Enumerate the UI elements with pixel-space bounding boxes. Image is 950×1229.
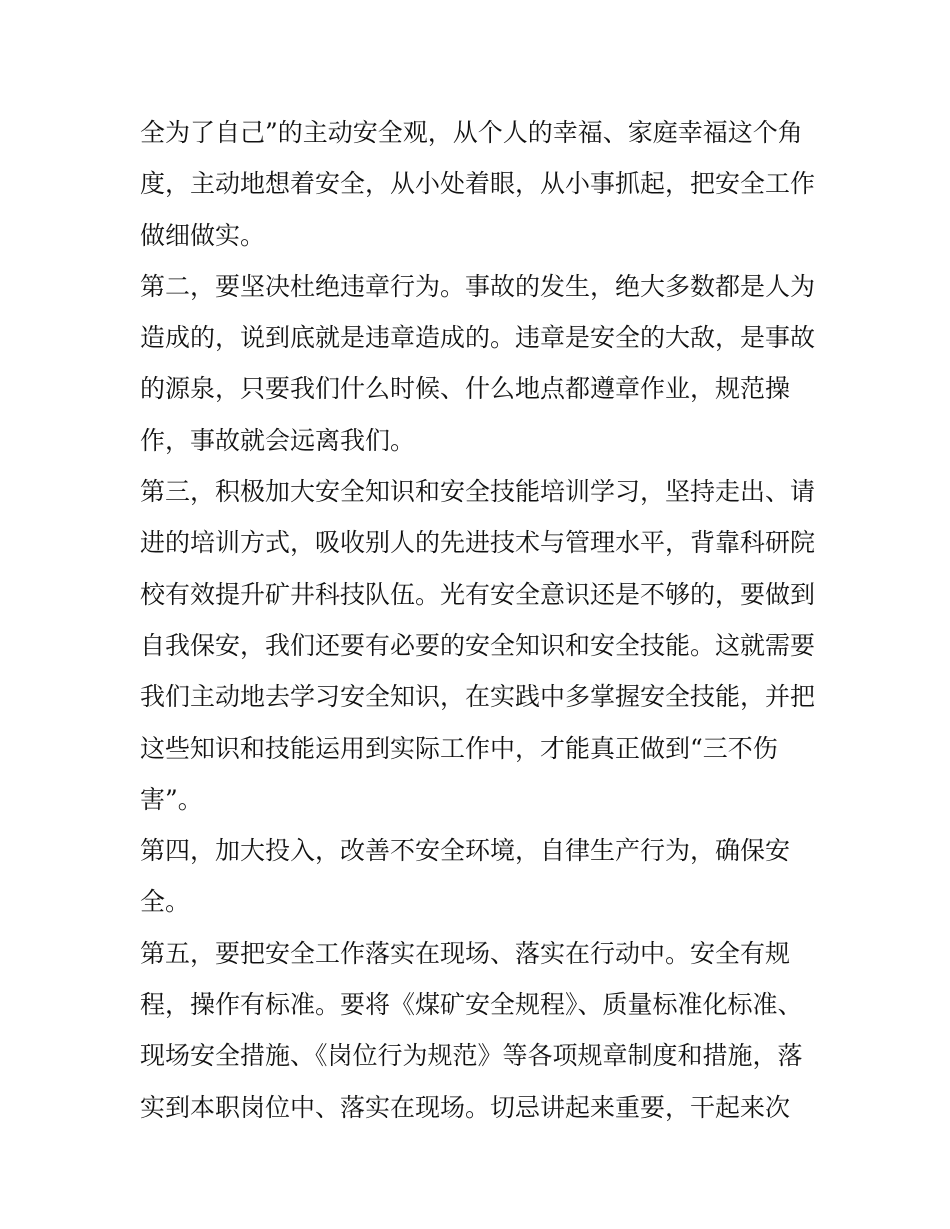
text-line-20: 实到本职岗位中、落实在现场。切忌讲起来重要，干起来次 — [140, 1092, 791, 1122]
document-body — [140, 107, 820, 1133]
text-line-12: 我们主动地去学习安全知识，在实践中多掌握安全技能，并把 — [140, 682, 816, 712]
text-line-13: 这些知识和技能运用到实际工作中，才能真正做到“三不伤 — [140, 733, 778, 763]
text-line-5: 造成的，说到底就是违章造成的。违章是安全的大敌，是事故 — [140, 323, 816, 353]
text-line-11: 自我保安，我们还要有必要的安全知识和安全技能。这就需要 — [140, 630, 816, 660]
text-line-16: 全。 — [140, 887, 191, 917]
text-line-18: 程，操作有标准。要将《煤矿安全规程》、质量标准化标准、 — [140, 990, 803, 1020]
text-line-17: 第五，要把安全工作落实在现场、落实在行动中。安全有规 — [140, 938, 791, 968]
text-line-9: 进的培训方式，吸收别人的先进技术与管理水平，背靠科研院 — [140, 528, 816, 558]
text-line-14: 害”。 — [140, 784, 203, 814]
text-line-8: 第三，积极加大安全知识和安全技能培训学习，坚持走出、请 — [140, 477, 816, 507]
text-line-6: 的源泉，只要我们什么时候、什么地点都遵章作业，规范操 — [140, 374, 791, 404]
text-line-2: 度，主动地想着安全，从小处着眼，从小事抓起，把安全工作 — [140, 169, 816, 199]
text-line-7: 作，事故就会远离我们。 — [140, 425, 416, 455]
text-line-19: 现场安全措施、《岗位行为规范》等各项规章制度和措施，落 — [140, 1041, 803, 1071]
text-line-3: 做细做实。 — [140, 220, 266, 250]
text-line-1: 全为了自己”的主动安全观，从个人的幸福、家庭幸福这个角 — [140, 118, 803, 147]
text-line-15: 第四，加大投入，改善不安全环境，自律生产行为，确保安 — [140, 836, 791, 866]
text-line-4: 第二，要坚决杜绝违章行为。事故的发生，绝大多数都是人为 — [140, 271, 816, 301]
text-line-10: 校有效提升矿井科技队伍。光有安全意识还是不够的，要做到 — [140, 579, 816, 609]
